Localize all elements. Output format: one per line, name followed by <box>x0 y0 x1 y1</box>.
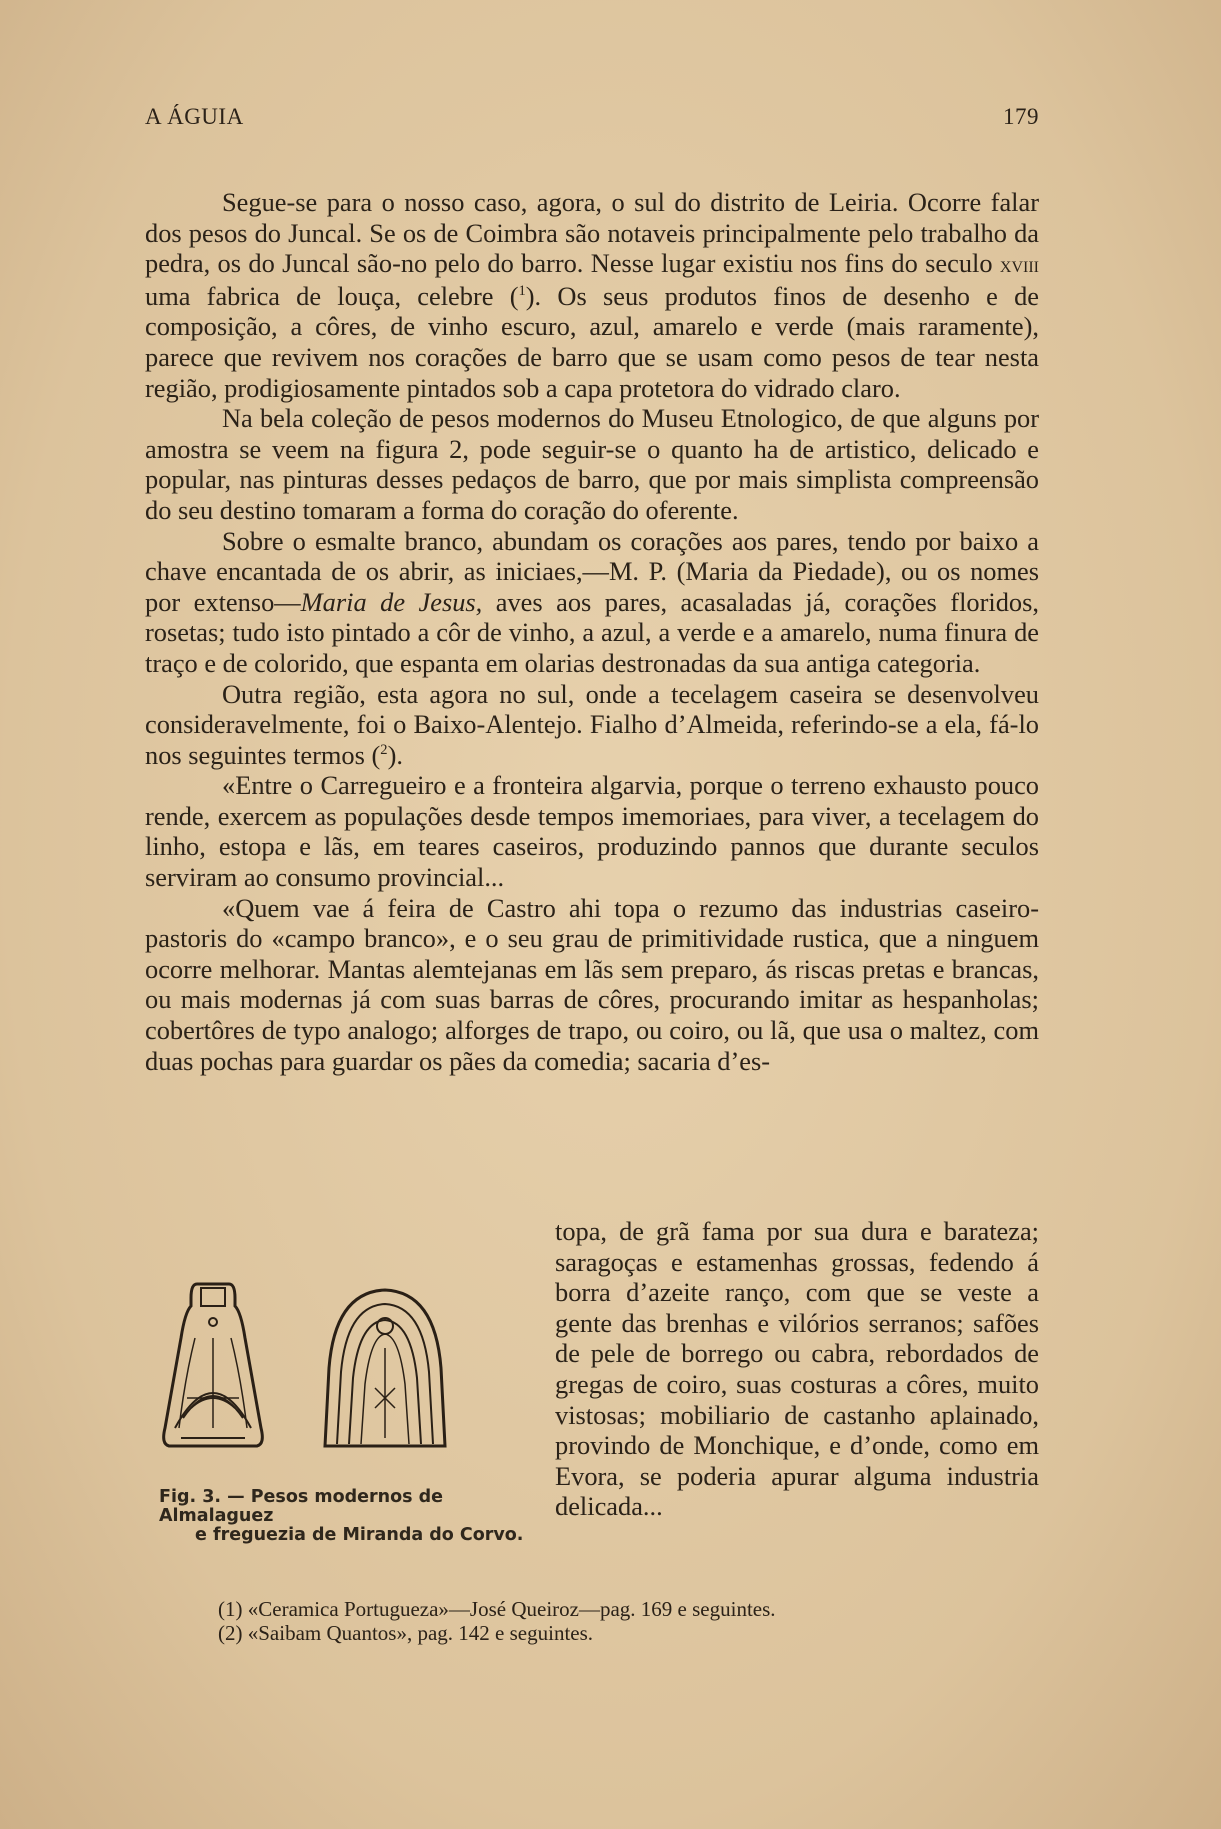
footnotes <box>218 1597 998 1645</box>
paragraph-p2 <box>145 403 1039 525</box>
footnote-1-mark: (1) <box>218 1597 243 1621</box>
text-run: ). Os seus produtos finos de desenho e de composição, a côres, de vinho escuro, azul, amarelo e verde (mais raramente), parece que revivem nos corações de barro que se usam como pesos de tear nesta região, prodigiosamente pintados sob a capa protetora do vidrado claro. <box>145 280 1039 403</box>
paragraph-p5 <box>145 770 1039 892</box>
text-run: Na bela coleção de pesos modernos do Museu Etnologico, de que alguns por amostra se veem na figura 2, pode seguir-se o quanto ha de artistico, delicado e popular, nas pinturas desses pedaços de barro, que por mais simplista compreensão do seu destino tomaram a forma do coração do oferente. <box>145 403 1039 525</box>
text-run: «Entre o Carregueiro e a fronteira algarvia, porque o terreno exhausto pouco rende, exercem as populações desde tempos imemoriaes, para viver, a tecelagem do linho, estopa e lãs, em teares caseiros, produzindo pannos que durante seculos serviram ao consumo provincial... <box>145 770 1039 893</box>
loom-weights-illustration <box>145 1278 525 1483</box>
text-run: Maria de Jesus, <box>300 586 483 617</box>
figure-caption-line-1: Fig. 3. — Pesos modernos de Almalaguez <box>159 1487 444 1526</box>
figure-caption <box>159 1488 525 1545</box>
body-text <box>145 187 1039 1076</box>
loom-weight-left <box>164 1284 263 1446</box>
paragraph-p3 <box>145 526 1039 679</box>
quote-continuation: topa, de grã fama por sua dura e barateza; saragoças e estamenhas grossas, fedendo á borra d’azeite ranço, com que se veste a gente das brenhas e vilórios serranos; safões de pele de borrego ou cabra, rebordados de gregas de coiro, suas costuras a côres, muito vistosas; mobiliario de castanho aplainado, provindo de Monchique, e d’onde, como em Evora, se poderia apurar alguma industria delicada... <box>555 1216 1039 1522</box>
paragraph-p1 <box>145 187 1039 403</box>
text-run: Segue-se para o nosso caso, agora, o sul do distrito de Leiria. Ocorre falar dos pesos do Juncal. Se os de Coimbra são notaveis principalmente pelo trabalho da pedra, os do Juncal são-no pelo do barro. Nesse lugar existiu nos fins do seculo <box>145 187 1039 279</box>
text-run: «Quem vae á feira de Castro ahi topa o rezumo das industrias caseiro-pastoris do «campo branco», e o seu grau de primitividade rustica, que a ninguem ocorre melhorar. Mantas alemtejanas em lãs sem preparo, ás riscas pretas e brancas, ou mais modernas já com suas barras de côres, procurando imitar as hespanholas; cobertôres de typo analogo; alforges de trapo, ou coiro, ou lã, que usa o maltez, com duas pochas para guardar os pães da comedia; sacaria d’es- <box>145 892 1039 1076</box>
text-run: xviii <box>999 252 1039 278</box>
footnote-2 <box>218 1621 998 1645</box>
paragraph-p4 <box>145 679 1039 771</box>
text-run: 2 <box>380 741 388 758</box>
footnote-2-text: «Saibam Quantos», pag. 142 e seguintes. <box>247 1621 594 1645</box>
footnote-1-text: «Ceramica Portugueza»—José Queiroz—pag. 169 e seguintes. <box>247 1597 776 1621</box>
running-header <box>145 104 1039 136</box>
text-run: Sobre o esmalte branco, abundam os corações aos pares, tendo por baixo a chave encantada de os abrir, as iniciaes,—M. P. (Maria da Piedade), ou os nomes por extenso— <box>145 525 1039 617</box>
figure-3 <box>145 1216 525 1545</box>
figure-caption-line-2: e freguezia de Miranda do Corvo. <box>195 1525 524 1545</box>
loom-weight-right <box>325 1290 445 1446</box>
page-number: 179 <box>1003 104 1039 129</box>
text-run: aves aos pares, acasaladas já, corações floridos, rosetas; tudo isto pintado a côr de vinho, a azul, a verde e a amarelo, numa finura de traço e de colorido, que espanta em olarias destronadas da sua antiga categoria. <box>145 586 1039 678</box>
footnote-2-mark: (2) <box>218 1621 243 1645</box>
journal-title: A ÁGUIA <box>145 104 244 129</box>
footnote-1 <box>218 1597 998 1621</box>
text-run: uma fabrica de louça, celebre ( <box>145 280 519 311</box>
paragraph-p6 <box>145 893 1039 1077</box>
text-run: Outra região, esta agora no sul, onde a tecelagem caseira se desenvolveu consideravelmente, foi o Baixo-Alentejo. Fialho d’Almeida, referindo-se a ela, fá-lo nos seguintes termos ( <box>145 678 1039 770</box>
text-run: 1 <box>518 282 526 299</box>
text-run: ). <box>387 739 403 770</box>
